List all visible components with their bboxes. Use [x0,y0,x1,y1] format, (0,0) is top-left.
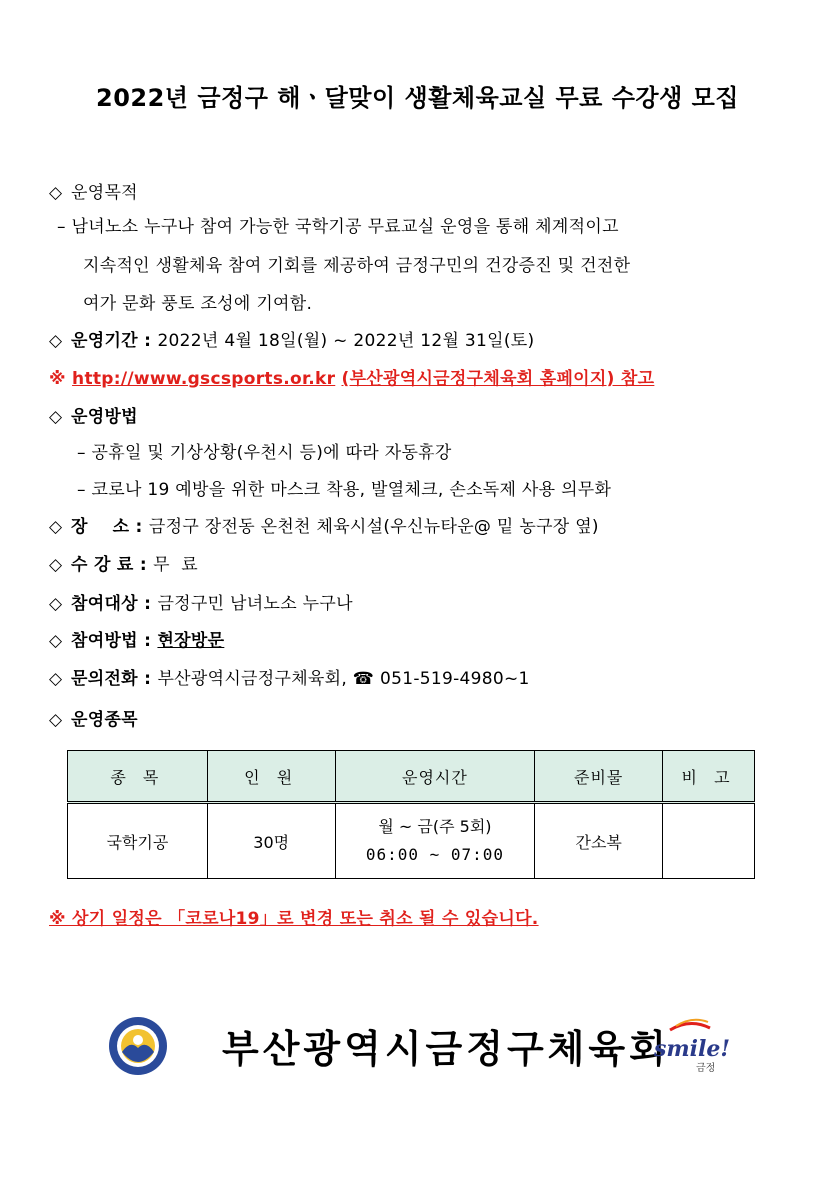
cell-time-days: 월 ~ 금(주 5회) [378,817,492,836]
cell-time-hours: 06:00 ~ 07:00 [365,845,505,864]
diamond-icon: ◇ [49,669,63,689]
contact-row: ◇ 문의전화 : 부산광역시금정구체육회, ☎ 051-519-4980~1 [49,669,530,689]
cell-sport: 국학기공 [68,803,208,879]
cell-time [335,803,535,879]
header-sport: 종 목 [68,751,208,803]
join-row: ◇ 참여방법 : 현장방문 [49,631,225,651]
place-row: ◇ 장 소 : 금정구 장전동 온천천 체육시설(우신뉴타운@ 밑 농구장 옆) [49,517,599,537]
schedule-table [67,750,755,879]
method-heading: ◇ 운영방법 [49,407,138,427]
diamond-icon: ◇ [49,555,63,575]
target-row: ◇ 참여대상 : 금정구민 남녀노소 누구나 [49,594,353,614]
method-line-2: – 코로나 19 예방을 위한 마스크 착용, 발열체크, 손소독제 사용 의무화 [77,480,612,500]
header-prep: 준비물 [535,751,663,803]
homepage-link[interactable]: http://www.gscsports.or.kr [72,369,336,389]
purpose-line-3: 여가 문화 풍토 조성에 기여함. [83,294,313,314]
association-emblem-icon [108,1016,168,1076]
cell-note [663,803,755,879]
header-note: 비 고 [663,751,755,803]
smile-sub-text: 금정 [696,1063,716,1074]
homepage-notice: ※ http://www.gscsports.or.kr (부산광역시금정구체육회 홈페이지) 참고 [49,369,655,389]
items-heading: ◇ 운영종목 [49,710,138,730]
diamond-icon: ◇ [49,594,63,614]
smile-text: smile! [654,1036,730,1062]
method-line-1: – 공휴일 및 기상상황(우천시 등)에 따라 자동휴강 [77,443,452,463]
table-row [68,803,755,879]
cell-count: 30명 [207,803,335,879]
header-time: 운영시간 [335,751,535,803]
period-row: ◇ 운영기간 : 2022년 4월 18일(월) ~ 2022년 12월 31일(토) [49,331,535,351]
covid-warning: ※ 상기 일정은 「코로나19」로 변경 또는 취소 될 수 있습니다. [49,909,539,929]
diamond-icon: ◇ [49,631,63,651]
purpose-line-2: 지속적인 생활체육 참여 기회를 제공하여 금정구민의 건강증진 및 건전한 [83,256,631,276]
diamond-icon: ◇ [49,517,63,537]
diamond-icon: ◇ [49,183,63,203]
diamond-icon: ◇ [49,331,63,351]
header-count: 인 원 [207,751,335,803]
diamond-icon: ◇ [49,407,63,427]
purpose-heading: ◇ 운영목적 [49,183,138,203]
diamond-icon: ◇ [49,710,63,730]
organization-name: 부산광역시금정구체육회 [222,1027,670,1071]
purpose-line-1: – 남녀노소 누구나 참여 가능한 국학기공 무료교실 운영을 통해 체계적이고 [57,217,619,237]
page-title: 2022년 금정구 해ㆍ달맞이 생활체육교실 무료 수강생 모집 [96,84,739,112]
table-header-row [68,751,755,803]
fee-row: ◇ 수 강 료 : 무 료 [49,555,199,575]
cell-prep: 간소복 [535,803,663,879]
smile-geumjeong-logo-icon [650,1016,730,1074]
